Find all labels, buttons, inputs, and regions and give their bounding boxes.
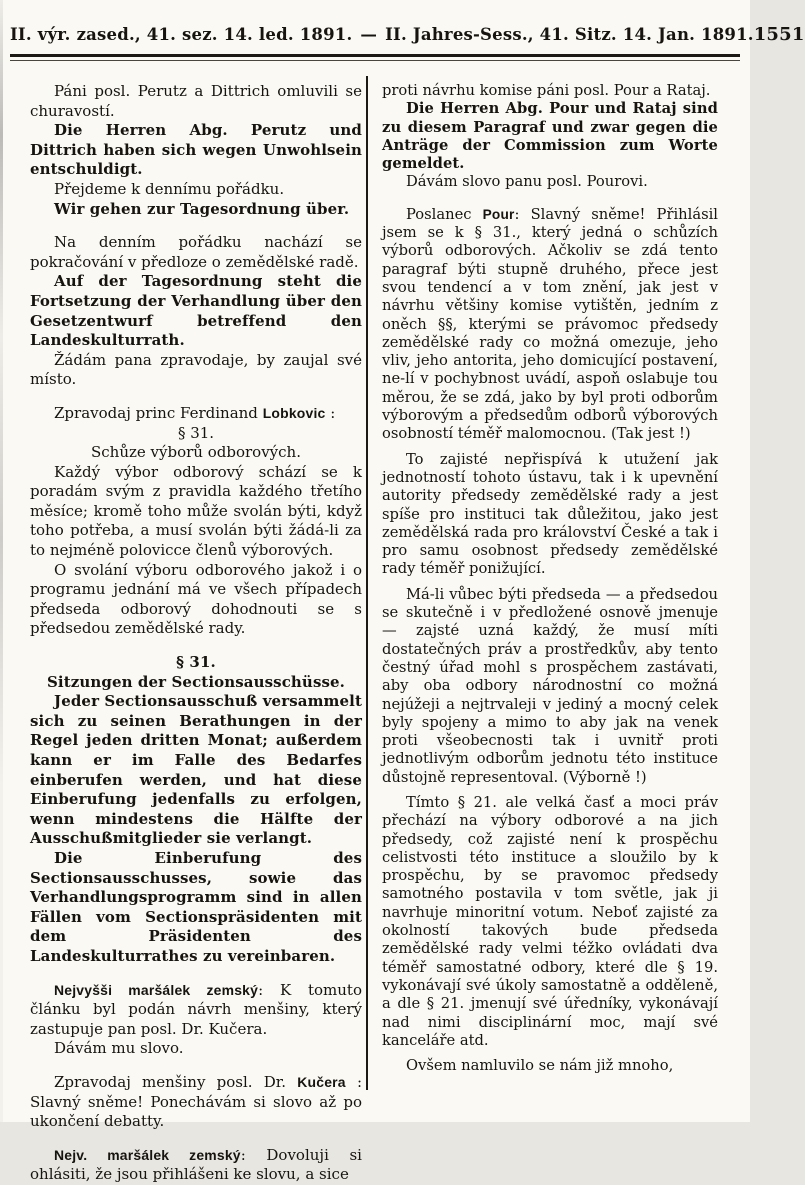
text-run: Každý výbor odborový schází se k poradám svým z pravidla každého třetího měsíce; kromě toho může svolán býti, když toho potřeba, a musí svolán býti žádá-li za to nejméně polovicce členů výborových. (30, 462, 362, 560)
text-run: Zpravodaj menšiny posl. Dr. (54, 1072, 298, 1091)
text-run: Sitzungen der Sectionsausschüsse. (46, 672, 345, 691)
header-german-session: II. Jahres-Sess., 41. Sitz. 14. Jan. 1891. (385, 25, 754, 44)
text-run: Die Einberufung des Sectionsausschusses, sowie das Verhandlungsprogramm sind in allen Fällen vom Sectionspräsidenten mit dem Präsidenten des Landeskulturrathes zu vereinbaren. (30, 848, 362, 965)
paragraph-czech (30, 180, 362, 200)
paragraph-czech (30, 463, 362, 561)
text-run: Páni posl. Perutz a Dittrich omluvili se churavostí. (30, 82, 362, 120)
column-divider (366, 76, 368, 1090)
text-run: Dávám slovo panu posl. Pourovi. (406, 173, 648, 191)
text-run: To zajisté nepřispívá k utužení jak jednotností tohoto ústavu, tak i k upevnění autority předsedy zemědělské rady a jest spíše pro instituci tak důležitou, jako jest zemědělská rada pro království České a tak i pro samu osobnost předsedy zemědělské rady téměř ponižující. (382, 450, 718, 578)
paragraph-german (30, 849, 362, 967)
paragraph-czech (382, 206, 718, 444)
paragraph-czech (30, 1146, 362, 1185)
text-run: : (325, 403, 336, 422)
text-run: Die Herren Abg. Pour und Rataj sind zu diesem Paragraf und zwar gegen die Anträge der Commission zum Worte gemeldet. (382, 100, 718, 173)
text-run: Die Herren Abg. Perutz und Dittrich haben sich wegen Unwohlsein entschuldigt. (30, 121, 362, 179)
speaker-name: Lobkovic (262, 404, 326, 421)
paragraph-czech (30, 443, 362, 463)
header-rule (10, 54, 740, 61)
text-run: Má-li vůbec býti předseda — a předsedou se skutečně i v předložené osnově jmenuje — zajsté uzná každý, že musí míti dostatečných práv a prostředkův, aby tento čestný úřad mohl s prospěchem zastávati, aby oba odbory národnostní co možná nejúžeji a nejtrvaleji v jediný a mocný celek byly spojeny a mimo to aby jak na venek proti všeobecnosti tak i uvnitř proti jednotlivým odborům jednotu této instituce důstojně representoval. (Výborně !) (382, 585, 718, 786)
paragraph-czech (382, 82, 718, 100)
paragraph-czech (382, 173, 718, 191)
paragraph-czech (382, 1057, 718, 1075)
text-run: Schůze výborů odborových. (91, 443, 301, 462)
paragraph-czech (30, 1073, 362, 1132)
running-header (10, 24, 805, 45)
speaker-name: Nejv. maršálek zemský (54, 1146, 241, 1163)
paragraph-czech (30, 424, 362, 444)
left-column (30, 82, 362, 1184)
paragraph-czech (382, 794, 718, 1050)
text-run: Přejdeme k dennímu pořádku. (54, 179, 285, 198)
text-run: Poslanec (406, 205, 483, 223)
paragraph-german (382, 100, 718, 173)
paragraph-czech (382, 586, 718, 787)
paragraph-czech (30, 1039, 362, 1059)
text-run: : K tomuto článku byl podán návrh menšiny, který zastupuje pan posl. Dr. Kučera. (30, 980, 362, 1038)
text-run: : Slavný sněme! Přihlásil jsem se k § 31., který jedná o schůzích výborů odborových. Ačkoliv se zdá tento paragraf býti stupně druhého, přece jest svou tendencí a v tom znění, jak jest v návrhu většiny komise vytištěn, jedním z oněch §§, kterými se právomoc předsedy zemědělské rady co možná omezuje, jeho vliv, jeho antorita, jeho domicující postavení, ne-lí v pochybnost uvádí, aspoň oslabuje tou měrou, že se zdá, jako by byl proti odborům výborovým a předsedům odborů výborových osobností téměř malomocnou. (Tak jest !) (382, 205, 719, 443)
paragraph-czech (30, 404, 362, 424)
text-run: § 31. (177, 423, 215, 442)
paragraph-czech (30, 233, 362, 272)
paragraph-german (30, 673, 362, 693)
text-run: Tímto § 21. ale velká časť a moci práv přechází na výbory odborové a na jich předsedy, což zajisté není k prospěchu celistvosti této instituce a sloužilo by k prospěchu, by se pravomoc předsedy samotného postavila v tom světle, jak ji navrhuje minoritní votum. Neboť zajisté za okolností takových bude předseda zemědělské rady velmi téžko ovládati dva téměř samostatné odbory, které dle § 19. vykonávají své úkoly samostatně a odděleně, a dle § 21. jmenují své úředníky, vykonávají nad nimi disciplinární moc, mají své kanceláře atd. (382, 793, 718, 1049)
text-run: : Dovoluji si ohlásiti, že jsou přihlášeni ke slovu, a sice (30, 1145, 362, 1184)
text-run: Wir gehen zur Tagesordnung über. (54, 199, 350, 218)
header-czech-session: II. výr. zased., 41. sez. 14. led. 1891. (10, 25, 353, 44)
text-run: § 31. (176, 653, 216, 672)
text-run: proti návrhu komise páni posl. Pour a Rataj. (382, 82, 711, 99)
text-run: O svolání výboru odborového jakož i o programu jednání má ve všech případech předseda odborový dohodnouti se s předsedou zemědělské rady. (30, 560, 362, 638)
text-run: Auf der Tagesordnung steht die Fortsetzung der Verhandlung über den Gesetzentwurf betreffend den Landeskulturrath. (30, 272, 362, 350)
paragraph-german (30, 272, 362, 350)
text-run: Žádám pana zpravodaje, by zaujal své místo. (30, 350, 362, 389)
paragraph-german (30, 121, 362, 180)
text-run: Ovšem namluvilo se nám již mnoho, (406, 1057, 674, 1075)
speaker-name: Nejvyšši maršálek zemský (54, 981, 259, 998)
header-separator: — (360, 25, 378, 44)
paragraph-czech (30, 82, 362, 121)
text-run: Jeder Sectionsausschuß versammelt sich zu seinen Berathungen in der Regel jeden dritten Monat; außerdem kann er im Falle des Bedarfes einberufen werden, und hat diese Einberufung jedenfalls zu erfolgen, wenn mindestens die Hälfte der Ausschußmitglieder sie verlangt. (30, 692, 362, 848)
paragraph-german (30, 200, 362, 220)
paragraph-czech (30, 981, 362, 1040)
speaker-name: Pour (482, 206, 515, 222)
text-run: Dávám mu slovo. (54, 1039, 184, 1058)
text-run: Na denním pořádku nachází se pokračování v předloze o zemědělské radě. (30, 233, 362, 271)
paragraph-czech (382, 451, 718, 579)
paragraph-german (30, 653, 362, 673)
right-column (382, 82, 718, 1078)
text-run: Zpravodaj princ Ferdinand (54, 403, 263, 422)
paragraph-czech (30, 561, 362, 639)
text-run: : Slavný sněme! Ponechávám si slovo až po ukončení debatty. (30, 1072, 362, 1131)
paragraph-german (30, 692, 362, 849)
speaker-name: Kučera (297, 1073, 346, 1090)
page-number: 1551 (753, 24, 805, 45)
paragraph-czech (30, 351, 362, 390)
